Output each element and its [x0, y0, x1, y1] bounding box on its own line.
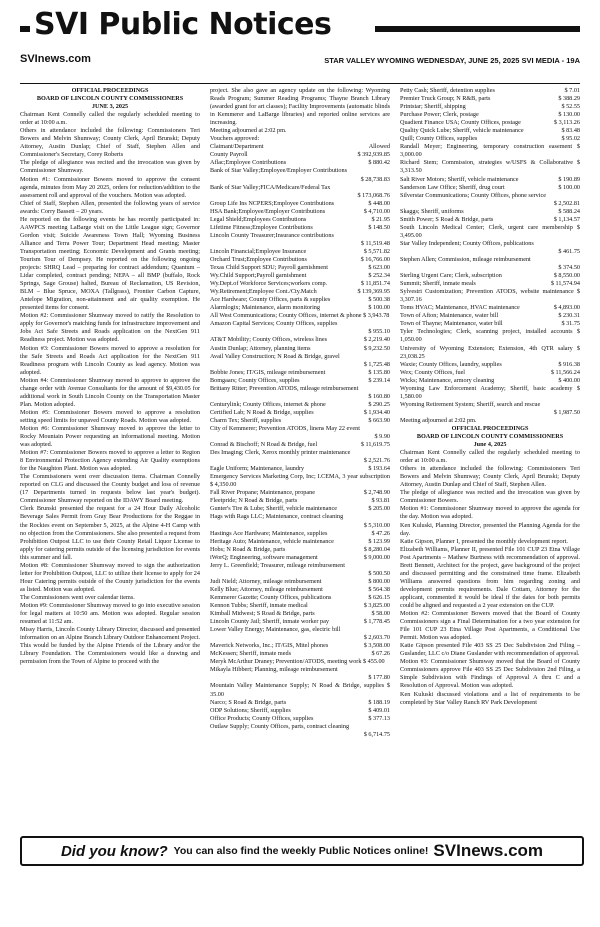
notice-paragraph: The Commissioners went over discussion items. Chairman Connelly reported on CLG and discussed the County budget and loss of revenue (17 Departments turned in requests below last year's budget). Commissioner Shumway reported on the IDAWY Board meeting. — [20, 473, 200, 505]
section-heading: OFFICIAL PROCEEDINGS — [71, 87, 149, 94]
voucher-amount: $ 1,725.48 — [363, 360, 390, 368]
voucher-row — [210, 594, 390, 602]
voucher-row — [210, 626, 390, 634]
voucher-row — [210, 288, 390, 296]
voucher-row — [210, 159, 390, 167]
voucher-row — [210, 610, 390, 618]
voucher-claimant: AT&T Mobility; County Offices, wireless lines — [210, 336, 327, 344]
notice-paragraph: Motion #2: Commissioner Shumway moved to ratify the Resolution to apply for Governor's matching funds for infrastructure improvement and Jobs Act Safe Streets and Roads application on the NextGen 911 Readiness project. Motion was adopted. — [20, 312, 200, 344]
voucher-claimant: Wy.Retirement;Employee Cont./Cty.Match — [210, 288, 317, 296]
voucher-row — [210, 232, 390, 240]
voucher-row — [400, 256, 580, 264]
voucher-row — [400, 184, 580, 192]
voucher-amount: $ 100.00 — [368, 304, 390, 312]
voucher-claimant: Town of Afton; Maintenance, water bill — [400, 312, 499, 320]
voucher-amount: $ 188.19 — [368, 698, 390, 706]
voucher-row — [400, 111, 580, 119]
voucher-row — [210, 208, 390, 216]
voucher-amount: $ 252.34 — [368, 272, 390, 280]
notice-paragraph: Chairman Kent Connelly called the regularly scheduled meeting to order at 10:00 a.m. — [400, 449, 580, 465]
voucher-claimant: Texas Child Support SDU; Payroll garnishment — [210, 264, 328, 272]
footer-banner — [20, 836, 584, 866]
section-heading: BOARD OF LINCOLN COUNTY COMMISSIONERS — [36, 95, 184, 103]
voucher-amount: $ 148.50 — [368, 223, 390, 231]
voucher-amount: $ 47.26 — [371, 529, 390, 537]
voucher-row — [400, 87, 580, 95]
voucher-claimant: Toms HVAC; Maintenance, HVAC maintenance — [400, 304, 520, 312]
voucher-amount: $ 16,766.00 — [360, 255, 390, 263]
voucher-claimant: Certified Lab; N Road & Bridge, supplies — [210, 408, 314, 416]
voucher-claimant: Quadient Finance USA; County Offices, postage — [400, 119, 521, 127]
voucher-claimant: Outlaw Supply; County Offices, parts, contract cleaning — [210, 722, 350, 730]
voucher-amount: $ 9.90 — [374, 433, 390, 441]
notice-paragraph: Motion #4: Commissioner Shumway moved to approve to approve the change order with Avenue Consultants for the amount of $9,430.05 for additional work in South Lincoln County on the Transportation Master Plan. Motion adopted. — [20, 376, 200, 408]
notice-paragraph: Motion #6: Commissioner Shumway moved to approve the letter to Rocky Mountain Power requesting an informational meeting. Motion was adopted. — [20, 424, 200, 449]
notice-paragraph: Meeting adjourned at 2:02 pm. — [400, 416, 477, 424]
voucher-amount: $ 173,068.76 — [357, 191, 390, 199]
column-1 — [20, 87, 200, 832]
notice-paragraph: Motion #1: Commissioner Bowers moved to approve the consent agenda, minutes from May 20 2025, orders for reduction/addition to the assessment roll and approval of the vouchers. Motion was adopted. — [20, 175, 200, 199]
notice-paragraph: Motion #3: Commissioner Shumway moved that the Board of County Commissioners approve File 403 SS 25 Dec Subdivision 2nd Filing, a Simple Subdivision with Findings of Approval A thru C and a Resolution of Approval. Motion was adopted. — [400, 658, 580, 690]
voucher-claimant: Avail Valley Construction; N Road & Bridge, gravel — [210, 352, 340, 360]
notice-paragraph: City of Kemmerer; Prevention ATODS, linens May 22 event — [210, 424, 360, 432]
voucher-amount: $ 11,519.48 — [360, 239, 390, 247]
voucher-claimant: Hastings Ace Hardware; Maintenance, supplies — [210, 529, 328, 537]
voucher-row — [210, 167, 390, 175]
voucher-row — [210, 377, 390, 385]
voucher-amount: $ 461.75 — [558, 247, 580, 255]
voucher-row — [210, 248, 390, 256]
voucher-claimant: Wy.Dept.of Workforce Services;workers comp. — [210, 280, 328, 288]
voucher-amount: $ 5,571.82 — [363, 247, 390, 255]
voucher-row — [210, 546, 390, 554]
notice-columns — [20, 87, 580, 832]
voucher-claimant: Salt River Motors; Sheriff, vehicle maintenance — [400, 175, 519, 183]
voucher-claimant: Kemmerer Gazette; County Offices, publications — [210, 593, 332, 601]
voucher-amount: $ 9,232.50 — [363, 344, 390, 352]
voucher-claimant: Town of Thayne; Maintenance, water bill — [400, 320, 503, 328]
voucher-row — [210, 200, 390, 208]
voucher-amount: $ 123.99 — [368, 537, 390, 545]
voucher-row — [210, 409, 390, 417]
voucher-amount: $ 2,603.70 — [363, 634, 390, 642]
voucher-row — [400, 135, 580, 143]
voucher-row — [210, 530, 390, 538]
notice-paragraph: South Lincoln Medical Center; Clerk, urgent care membership $ 3,495.00 — [400, 223, 580, 239]
voucher-amount: $ 500.50 — [368, 569, 390, 577]
voucher-amount: Allowed — [368, 143, 390, 151]
voucher-amount: $ 205.00 — [368, 505, 390, 513]
voucher-claimant: Conrad & Bischoff; N Road & Bridge, fuel — [210, 441, 318, 449]
voucher-claimant: Wicks; Maintenance, armory cleaning — [400, 376, 495, 384]
voucher-amount: $ 588.24 — [558, 207, 580, 215]
voucher-claimant: Wy.Child Support;Payroll garnishment — [210, 272, 307, 280]
voucher-row — [210, 578, 390, 586]
notice-paragraph: Katie Gipson presented File 403 SS 25 Dec Subdivision 2nd Filing – Guslander, LLC c/o Diane Guslander with recommendation of approval. — [400, 642, 580, 658]
notice-paragraph: Randall Meyer; Engineering, temporary construction easement $ 3,000.00 — [400, 143, 580, 159]
voucher-amount: $ 3,508.00 — [363, 642, 390, 650]
voucher-row — [210, 666, 390, 674]
voucher-row — [400, 95, 580, 103]
voucher-claimant: Kimball Midwest; S Road & Bridge, parts — [210, 610, 315, 618]
voucher-row — [210, 699, 390, 707]
masthead-rule-left — [20, 26, 30, 32]
voucher-claimant: Skaggs; Sheriff, uniforms — [400, 207, 464, 215]
voucher-row — [210, 401, 390, 409]
voucher-amount: $ 392,939.85 — [357, 151, 390, 159]
voucher-claimant: Maverick Networks, Inc.; IT/GIS, Mitel phones — [210, 642, 329, 650]
voucher-claimant: Charm Tex; Sheriff, supplies — [210, 416, 282, 424]
voucher-row — [210, 336, 390, 344]
notice-paragraph: Motion #8: Commissioner Shumway moved to sign the authorization letter for Prohibition Outpost, LLC to utilize their license to apply for 24 Hour Catering permits outside of the County jurisdiction for the events as listed. Motion was adopted. — [20, 561, 200, 593]
notice-paragraph: Tyler Technologies; Clerk, scanning project, installed accounts $ 1,050.00 — [400, 328, 580, 344]
masthead-site[interactable]: SVInews.com — [20, 53, 91, 65]
voucher-claimant: Petty Cash; Sheriff, detention supplies — [400, 87, 495, 94]
voucher-row — [210, 264, 390, 272]
voucher-amount: $ 400.00 — [558, 376, 580, 384]
column-3 — [400, 87, 580, 832]
voucher-claimant: HSA Bank;Employee/Employer Contributions — [210, 207, 326, 215]
voucher-row — [400, 119, 580, 127]
voucher-amount: $ 8,280.04 — [363, 545, 390, 553]
masthead-dateline: STAR VALLEY WYOMING WEDNESDAY, JUNE 25, 2025 SVI MEDIA - 19A — [324, 56, 580, 65]
voucher-amount: $ 4,710.00 — [363, 207, 390, 215]
voucher-amount: $ 31.75 — [561, 320, 580, 328]
notice-paragraph: Vouchers approved: — [210, 135, 260, 143]
voucher-claimant: Silverstar Communications; County Offices, phone service — [400, 191, 546, 199]
voucher-amount: $ 663.90 — [368, 416, 390, 424]
voucher-row — [400, 240, 580, 248]
voucher-row — [210, 586, 390, 594]
voucher-amount: $ 626.15 — [368, 593, 390, 601]
voucher-claimant: Claimant/Department — [210, 143, 264, 151]
section-heading: JUNE 3, 2025 — [91, 103, 129, 111]
voucher-claimant: Lincoln County Treasurer;Insurance contributions — [210, 231, 334, 239]
notice-paragraph: The Commissioners went over calendar items. — [20, 593, 135, 601]
voucher-row — [210, 256, 390, 264]
voucher-amount: $ 239.14 — [368, 376, 390, 384]
voucher-claimant: Judi Nield; Attorney, mileage reimbursement — [210, 577, 322, 585]
voucher-amount: $ 135.80 — [368, 368, 390, 376]
notice-paragraph: Missy Harris, Lincoln County Library Director, discussed and presented information on an Alpine Branch Library Outdoor Enhancement Project. This would be funded by the Alpine Friends of the Library and/or the Library Foundation. The Commissioners would like a drawing and permission from the Town of Alpine to proceed with the — [20, 626, 200, 666]
voucher-amount: $ 67.26 — [371, 650, 390, 658]
notice-paragraph: Clerk Brunski presented the request for a 24 Hour Daily Alcoholic Beverage Sales Permit from Gray Bear Productions for the Reggae in the Rockies event on September 5, 2025, at the Alpine 4-H Camp with no objection from the Commissioners. She also presented a request from Prohibition Outpost LLC to use their County Retail Liquor License to apply for catering permits outside of the licensing jurisdiction for events this summer and fall. — [20, 505, 200, 561]
voucher-amount: $ 388.29 — [558, 95, 580, 103]
voucher-claimant: Lincoln County Jail; Sheriff, inmate worker pay — [210, 618, 329, 626]
voucher-claimant: Gunter's Tire & Lube; Sheriff, vehicle maintenance — [210, 505, 337, 513]
notice-paragraph: Chairman Kent Connelly called the regularly scheduled meeting to order at 10:00 a.m. — [20, 111, 200, 127]
voucher-amount: $ 1,134.57 — [553, 215, 580, 223]
notice-paragraph: He reported on the following events he has recently participated in: AAWPCS meeting LaBarge visit on the Little League sign; Governor Gordon visit; Suicide Awareness Town Hall; Wyoming Business Alliance and Terra Power Tour; Department Head meeting; Master Transportation meeting; Economic Development and Grants meeting; Tourism Tour of Dempsey. He reported on the following ongoing projects: SHRQ Lead – preparing for contract addendum; Quantum – Lidar completed, contract pending; NEPA – all BMP (buffalo, Rock Springs, Sage Grouse) halted, Bureau of Reclamation, US Revision, BLM – Blue Spruce, MOXA (Tallgrass), Frontier Carbon Capture, Antelope Migration, non-attainment and air quality exemption. He presented items for consent. — [20, 215, 200, 312]
footer-question: Did you know? — [60, 842, 168, 860]
voucher-claimant: Quill; County Offices, supplies — [400, 135, 478, 143]
masthead — [20, 8, 580, 42]
voucher-amount: $ 6,714.75 — [363, 730, 390, 738]
voucher-claimant: Bank of Star Valley;Employee/Employer Contributions — [210, 167, 348, 175]
voucher-row — [210, 489, 390, 497]
voucher-claimant: Kennon Tubbs; Sheriff, inmate medical — [210, 602, 308, 609]
notice-paragraph: Meryk McArthur Draney; Prevention/ATODS, meeting work $ 455.00 — [210, 658, 385, 666]
voucher-claimant: Aflac;Employee Contributions — [210, 159, 287, 167]
voucher-row — [400, 192, 580, 200]
section-heading: June 4, 2025 — [473, 441, 507, 449]
voucher-claimant: Bank of Star Valley;FICA/Medicare/Federal Tax — [210, 183, 331, 191]
voucher-claimant: Sanderson Law Office; Sheriff, drug court — [400, 183, 505, 191]
voucher-claimant: Purchase Power; Clerk, postage — [400, 111, 479, 119]
notice-paragraph: Others in attendance included the following: Commissioners Teri Bowers and Melvin Shumway; County Clerk, April Brunski; Deputy Attorney, Austin Dunlap; Chief of Staff, Stephen Allen and Commissioner's Secretary, Corey Roberts — [20, 127, 200, 159]
voucher-row — [210, 554, 390, 562]
notice-paragraph: The pledge of allegiance was recited and the invocation was given by Commissioner Shumway. — [20, 159, 200, 175]
voucher-claimant: Printstar; Sheriff, shipping — [400, 103, 466, 111]
masthead-rule-right — [375, 26, 580, 32]
notice-paragraph: Motion #7: Commissioner Bowers moved to approve a letter to Region 8 Environmental Protection Agency extending Air Quality exemptions for the Naughton Plant. Motion was adopted. — [20, 449, 200, 473]
notice-paragraph: Katie Gipson, Planner I, presented the monthly development report. — [400, 537, 568, 545]
voucher-row — [210, 538, 390, 546]
voucher-claimant: Ace Hardware; County Offices, parts & supplies — [210, 296, 331, 304]
voucher-amount: $ 1,987.50 — [553, 408, 580, 416]
voucher-claimant: Wex; County Offices, fuel — [400, 368, 466, 376]
voucher-amount: $ 11,566.24 — [550, 368, 580, 376]
footer-site-link[interactable]: SVInews.com — [433, 841, 544, 860]
notice-paragraph: Ken Kuluski, Planning Director, presented the Planning Agenda for the day. — [400, 521, 580, 537]
voucher-amount: $ 21.95 — [371, 215, 390, 223]
voucher-amount: $ 93.81 — [371, 497, 390, 505]
voucher-amount: $ 290.25 — [368, 400, 390, 408]
voucher-amount: $ 28,738.83 — [360, 175, 390, 183]
voucher-amount: $ 8,550.00 — [553, 272, 580, 280]
voucher-row — [400, 280, 580, 288]
voucher-row — [400, 216, 580, 224]
voucher-amount: $ 5,310.00 — [363, 521, 390, 529]
masthead-divider — [20, 83, 580, 84]
voucher-claimant: Fleetpride; N Road & Bridge, parts — [210, 497, 298, 505]
voucher-row — [400, 377, 580, 385]
notice-paragraph: Ken Kuluski discussed violations and a list of requirements to be completed by Star Valley Ranch RV Park Development — [400, 690, 580, 706]
voucher-claimant: Des Imaging; Clerk, Xerox monthly printer maintenance — [210, 449, 351, 457]
voucher-row — [210, 320, 390, 328]
voucher-row — [210, 707, 390, 715]
notice-paragraph: All West Communications; County Offices, internet & phone $ 3,943.78 — [210, 312, 390, 320]
voucher-amount: $ 4,893.00 — [553, 304, 580, 312]
voucher-claimant: Sterling Urgent Care; Clerk, subscription — [400, 272, 502, 280]
voucher-row — [400, 304, 580, 312]
voucher-amount: $ 190.89 — [558, 175, 580, 183]
voucher-amount: $ 11,851.74 — [360, 280, 390, 288]
voucher-claimant: Bobbie Jones; IT/GIS, mileage reimbursement — [210, 368, 326, 376]
voucher-amount: $ 2,502.81 — [553, 199, 580, 207]
voucher-claimant: Lifetime Fitness;Employee Contributions — [210, 223, 313, 231]
voucher-row — [400, 401, 580, 409]
voucher-amount: $ 130.00 — [558, 111, 580, 119]
notice-paragraph: Elizabeth Williams, Planner II, presented File 101 CUP 23 Etna Village Post Apartments – Mathew Burtness with recommendation of approval. Brett Bennett, Architect for the project, gave background of the project and discussed permitting and the constrained time frame. Elizabeth Williams answered questions from him regarding zoning and development permits requirements. Dale Cottam, Attorney for the applicant, commented it would be ideal if the dates for both permits could be aligned and requested a 2 year extension on the CUP. — [400, 545, 580, 609]
voucher-row — [400, 127, 580, 135]
section-heading: OFFICIAL PROCEEDINGS — [451, 424, 529, 432]
voucher-claimant: Fall River Propane; Maintenance, propane — [210, 489, 315, 497]
voucher-row — [400, 312, 580, 320]
notice-paragraph: Motion #3: Commissioner Bowers moved to approve a resolution for the Safe Streets and Roads Act application for the NextGen 911 Readiness program with Lincoln County as lead agency. Motion was adopted. — [20, 344, 200, 376]
voucher-amount: $ 3,113.26 — [553, 119, 580, 127]
voucher-row — [400, 369, 580, 377]
voucher-claimant: Star Valley Independent; County Offices, publications — [400, 239, 534, 247]
notice-paragraph: project. She also gave an agency update on the following: Wyoming Reads Program; Summer Reading Programs; Thayne Branch Library (awarded grant for art classes); Facility Improvements (automatic blinds in Kemmerer and LaBarge libraries) and reported online services are increasing. — [210, 87, 390, 127]
column-2 — [210, 87, 390, 832]
masthead-title: SVI Public Notices — [34, 7, 332, 42]
voucher-row — [210, 143, 390, 151]
voucher-amount: $ 916.38 — [558, 360, 580, 368]
voucher-claimant: Eagle Uniform; Maintenance, laundry — [210, 465, 305, 473]
voucher-claimant: Group Life Ins NCPERS;Employee Contributions — [210, 199, 335, 207]
voucher-row — [210, 280, 390, 288]
voucher-claimant: ODP Solutions; Sheriff, supplies — [210, 706, 291, 714]
voucher-amount: $ 2,521.76 — [363, 457, 390, 465]
notice-paragraph: Mountain Valley Maintenance Supply; N Road & Bridge, supplies $ 35.00 — [210, 682, 390, 698]
voucher-row — [210, 449, 390, 457]
voucher-amount: $ 3,825.00 — [363, 602, 390, 609]
notice-paragraph: University of Wyoming Extension; Extension, 4th QTR salary $ 23,038.25 — [400, 344, 580, 360]
voucher-claimant: Office Products; County Offices, supplies — [210, 714, 314, 722]
voucher-row — [210, 562, 390, 570]
voucher-row — [210, 345, 390, 353]
voucher-claimant: Stephen Allen; Commission, mileage reimbursement — [400, 255, 531, 263]
voucher-claimant: Lincoln Financial;Employee Insurance — [210, 247, 307, 255]
voucher-amount: $ 11,574.94 — [550, 280, 580, 288]
voucher-claimant: Hags with Rags LLC; Maintenance, contract cleaning — [210, 513, 344, 521]
voucher-row — [210, 216, 390, 224]
voucher-claimant: Summit; Sheriff, inmate meals — [400, 280, 476, 288]
voucher-row — [210, 369, 390, 377]
voucher-claimant: Wyoming Retirement System; Sheriff, search and rescue — [400, 400, 541, 408]
voucher-amount: $ 1,934.40 — [363, 408, 390, 416]
voucher-row — [210, 497, 390, 505]
voucher-amount: $ 564.38 — [368, 585, 390, 593]
notice-paragraph: Motion #1: Commissioner Shumway moved to approve the agenda for the day. Motion was adopted. — [400, 505, 580, 521]
voucher-row — [210, 618, 390, 626]
notice-paragraph: Motion #9: Commissioner Shumway moved to go into executive session for legal matters at 10:50 am. Motion was adopted. Regular session resumed at 11:52 am. — [20, 602, 200, 626]
voucher-row — [210, 441, 390, 449]
voucher-amount: $ 623.00 — [368, 264, 390, 272]
voucher-claimant: Orchard Trust;Employee Contributions — [210, 255, 307, 263]
voucher-row — [210, 296, 390, 304]
voucher-claimant: Austin Dunlap; Attorney, planning items — [210, 344, 311, 352]
voucher-row — [210, 184, 390, 192]
voucher-row — [210, 715, 390, 723]
voucher-claimant: Amazon Capital Services; County Offices, supplies — [210, 320, 338, 328]
voucher-claimant: Alarmlogix; Maintenance, alarm monitoring — [210, 304, 320, 312]
voucher-amount: $ 448.00 — [368, 199, 390, 207]
voucher-amount: $ 9,000.00 — [363, 553, 390, 561]
voucher-row — [210, 465, 390, 473]
voucher-amount: $ 409.01 — [368, 706, 390, 714]
voucher-claimant: Narco; S Road & Bridge, parts — [210, 698, 287, 706]
voucher-claimant: Quality Quick Lube; Sheriff, vehicle maintenance — [400, 127, 524, 135]
voucher-amount: $ 2,748.90 — [363, 489, 390, 497]
notice-paragraph: Motion #2: Commissioner Bowers moved that the Board of County Commissioners sign a Final Determination for a two year extension for File 101 CUP 23 Etna Village Post Apartments, a Conditional Use Permit. Motion was adopted. — [400, 610, 580, 642]
voucher-row — [210, 642, 390, 650]
voucher-claimant: Bomgaars; County Offices, supplies — [210, 376, 300, 384]
voucher-claimant: Heritage Auto; Maintenance, vehicle maintenance — [210, 537, 334, 545]
notice-paragraph: Emergency Services Marketing Corp, Inc; I.CEMA, 3 year subscription $ 4,350.00 — [210, 473, 390, 489]
voucher-claimant: Centurylink; County Offices, internet & phone — [210, 400, 326, 408]
voucher-amount: $ 58.00 — [371, 610, 390, 618]
voucher-amount: $ 177.80 — [368, 674, 390, 682]
voucher-claimant: Kelly Blue; Attorney, mileage reimbursement — [210, 585, 323, 593]
notice-paragraph: Brittany Ritter; Prevention ATODS, mileage reimbursement — [210, 384, 359, 392]
voucher-amount: $ 100.00 — [558, 183, 580, 191]
voucher-row — [210, 417, 390, 425]
voucher-amount: $ 139,369.95 — [357, 288, 390, 296]
voucher-row — [210, 650, 390, 658]
voucher-claimant: McKessen; Sheriff, inmate meds — [210, 650, 291, 658]
voucher-claimant: Lower Valley Energy; Maintenance, gas, electric bill — [210, 626, 341, 634]
voucher-row — [210, 513, 390, 521]
notice-paragraph: Motion #5: Commissioner Bowers moved to approve a resolution setting speed limits for unpaved County Roads. Motion was adopted. — [20, 408, 200, 424]
voucher-row — [210, 304, 390, 312]
voucher-amount: $ 377.13 — [368, 714, 390, 722]
notice-paragraph: Others in attendance included the following: Commissioners Teri Bowers and Melvin Shumway; County Clerk, April Brunski; Deputy Attorney, Austin Dunlap and Chief of Staff, Stephen Allen. — [400, 465, 580, 489]
section-heading: BOARD OF LINCOLN COUNTY COMMISSIONERS — [416, 433, 564, 441]
notice-paragraph: Meeting adjourned at 2:02 pm. — [210, 127, 287, 135]
voucher-row — [400, 176, 580, 184]
notice-paragraph: Richard Stem; Commission, strategies w/USFS & Collaborative $ 3,313.50 — [400, 159, 580, 175]
voucher-row — [210, 723, 390, 731]
voucher-amount: $ 955.10 — [368, 328, 390, 336]
voucher-amount: $ 230.31 — [558, 312, 580, 320]
voucher-amount: $ 800.00 — [368, 577, 390, 585]
voucher-claimant: Premier Truck Group; N R&B, parts — [400, 95, 491, 103]
voucher-row — [210, 272, 390, 280]
voucher-row — [400, 103, 580, 111]
voucher-row — [400, 208, 580, 216]
voucher-row — [400, 361, 580, 369]
voucher-row — [400, 320, 580, 328]
voucher-claimant: Mikayla Hibbert; Planning, mileage reimbursement — [210, 666, 338, 674]
notice-paragraph: Chief of Staff, Stephen Allen, presented the following years of service awards: Corry Bassett – 20 years. — [20, 199, 200, 215]
voucher-amount: $ 374.50 — [558, 264, 580, 272]
voucher-amount: $ 500.38 — [368, 296, 390, 304]
voucher-amount: $ 95.02 — [561, 135, 580, 143]
voucher-amount: $ 83.48 — [561, 127, 580, 135]
voucher-amount: $ 193.64 — [368, 465, 390, 473]
notice-paragraph: Sylvestri Customization; Prevention ATODS, website maintenance $ 3,307.16 — [400, 288, 580, 304]
voucher-amount: $ 160.80 — [368, 392, 390, 400]
voucher-amount: $ 1,778.45 — [363, 618, 390, 626]
voucher-row — [210, 602, 390, 610]
voucher-claimant: Waxie; County Offices, laundry, supplies — [400, 360, 502, 368]
voucher-amount: $ 52.55 — [561, 103, 580, 111]
voucher-row — [210, 151, 390, 159]
voucher-row — [210, 224, 390, 232]
voucher-row — [210, 505, 390, 513]
voucher-amount: $ 7.01 — [564, 87, 580, 94]
voucher-claimant: Smith Power; S Road & Bridge, parts — [400, 215, 494, 223]
voucher-claimant: iWorQ; Engineering, software management — [210, 553, 318, 561]
voucher-row — [400, 272, 580, 280]
notice-paragraph: Wyoming Law Enforcement Academy; Sheriff, basic academy $ 1,580.00 — [400, 384, 580, 400]
footer-message: You can also find the weekly Public Notices online! — [173, 845, 429, 857]
voucher-amount: $ 11,619.75 — [360, 441, 390, 449]
notice-paragraph: The pledge of allegiance was recited and the invocation was given by Commissioner Bowers. — [400, 489, 580, 505]
voucher-row — [210, 353, 390, 361]
voucher-claimant: Jerry L. Greenfield; Treasurer, mileage reimbursement — [210, 561, 345, 569]
voucher-claimant: Legal Shield;Employees Contributions — [210, 215, 307, 223]
voucher-claimant: Hobs; N Road & Bridge, parts — [210, 545, 286, 553]
voucher-amount: $ 2,219.40 — [363, 336, 390, 344]
voucher-claimant: County Payroll — [210, 151, 248, 159]
voucher-amount: $ 880.42 — [368, 159, 390, 167]
